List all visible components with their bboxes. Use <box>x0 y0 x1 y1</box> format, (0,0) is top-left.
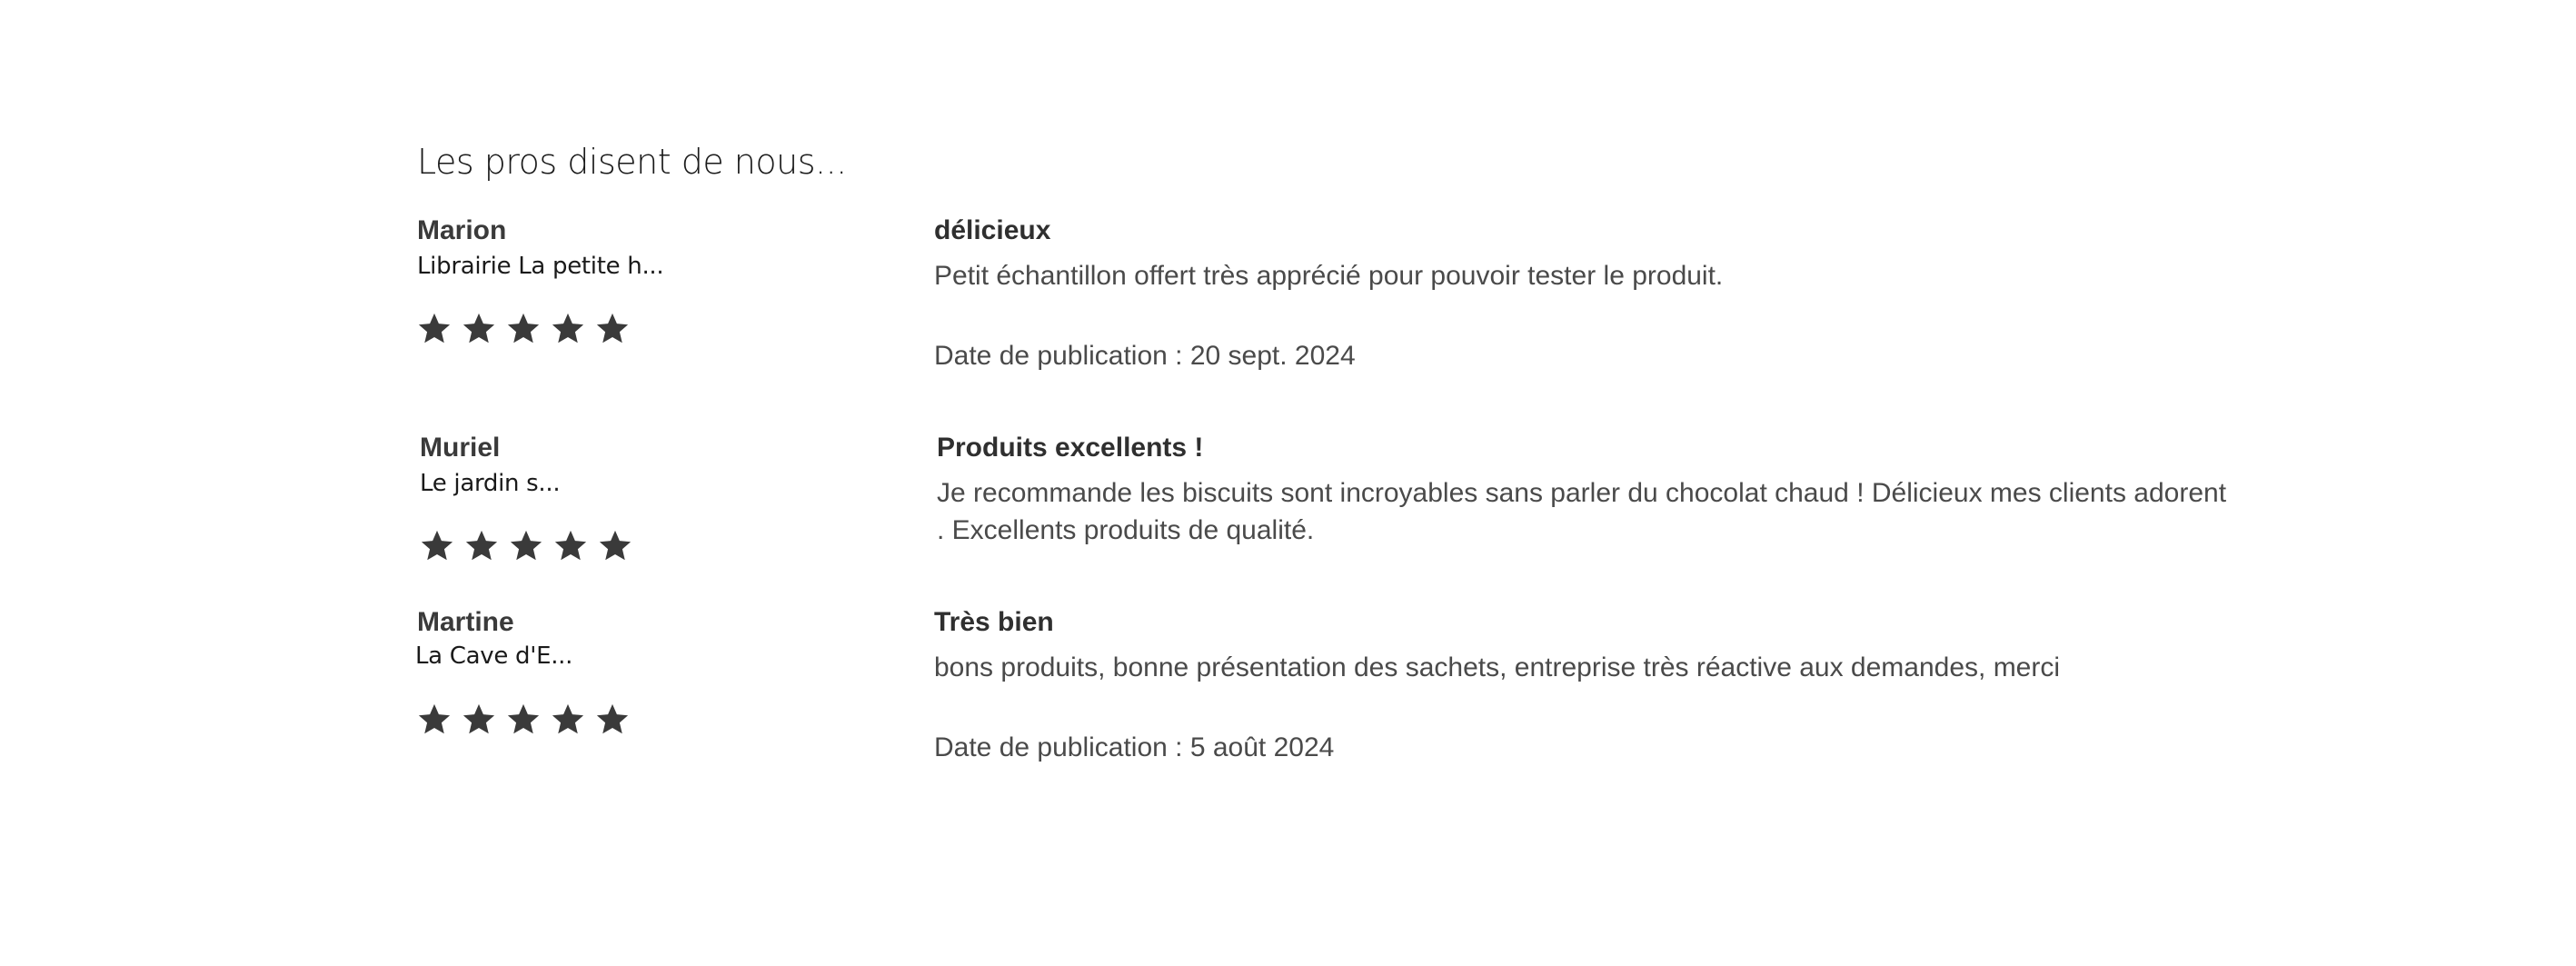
section-title: Les pros disent de nous... <box>417 142 847 182</box>
star-icon <box>595 702 630 736</box>
star-icon <box>462 702 496 736</box>
review-body: Je recommande les biscuits sont incroyables sans parler du chocolat chaud ! Délicieux mes clients adorent . Excellents produits de qualité. <box>937 478 2227 545</box>
reviewer-company: La Cave d'E... <box>415 642 573 670</box>
review-body: bons produits, bonne présentation des sachets, entreprise très réactive aux demandes, merci <box>934 652 2061 682</box>
star-rating <box>417 702 630 736</box>
reviewer-name: Marion <box>417 215 507 245</box>
star-icon <box>506 702 541 736</box>
review-title: Produits excellents ! <box>937 433 1204 463</box>
star-icon <box>509 528 543 563</box>
star-icon <box>551 702 585 736</box>
star-rating <box>417 311 630 345</box>
star-icon <box>506 311 541 345</box>
review-title: délicieux <box>934 215 1051 245</box>
star-icon <box>595 311 630 345</box>
review-body: Petit échantillon offert très apprécié pour pouvoir tester le produit. <box>934 261 1724 291</box>
star-icon <box>462 311 496 345</box>
star-icon <box>553 528 588 563</box>
reviewer-name: Martine <box>417 607 514 637</box>
reviewer-company: Librairie La petite h... <box>417 253 664 280</box>
star-icon <box>464 528 499 563</box>
review-date: Date de publication : 20 sept. 2024 <box>934 341 1356 371</box>
reviewer-name: Muriel <box>420 433 501 463</box>
reviewer-company: Le jardin s... <box>420 470 561 497</box>
star-icon <box>420 528 454 563</box>
star-icon <box>417 702 452 736</box>
star-icon <box>417 311 452 345</box>
review-title: Très bien <box>934 607 1054 637</box>
star-icon <box>551 311 585 345</box>
review-date: Date de publication : 5 août 2024 <box>934 732 1335 762</box>
star-rating <box>420 528 632 563</box>
star-icon <box>598 528 632 563</box>
